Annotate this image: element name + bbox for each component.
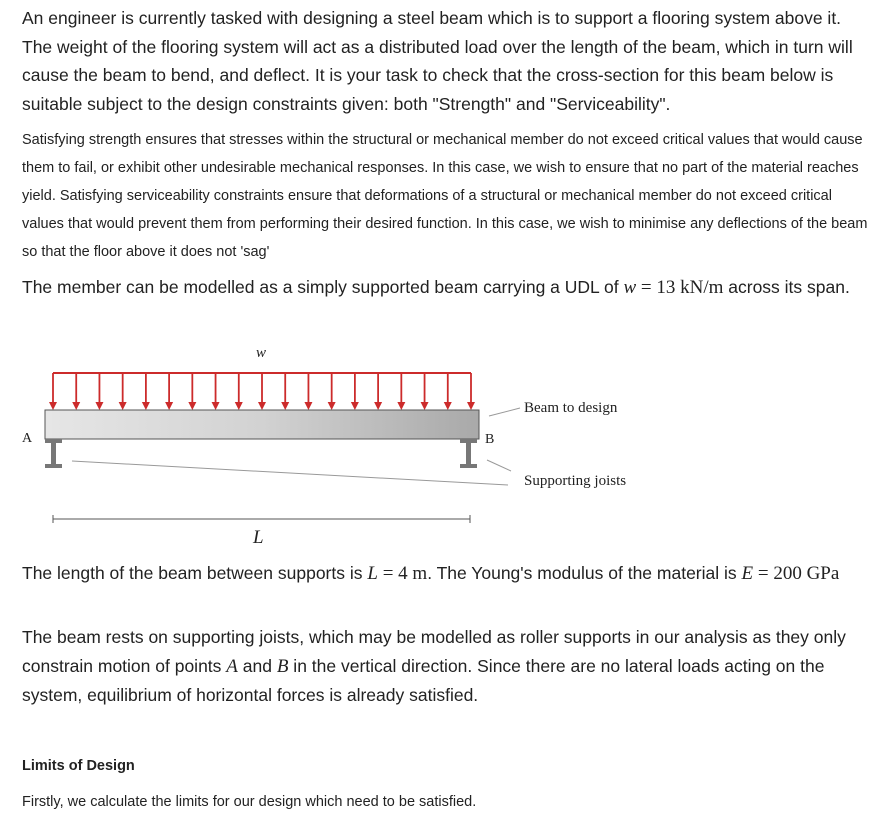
- load-arrow: [421, 373, 429, 410]
- load-arrow: [258, 373, 266, 410]
- udl-text-pre: The member can be modelled as a simply supported beam carrying a UDL of: [22, 277, 624, 297]
- load-arrow: [304, 373, 312, 410]
- joist-label: Supporting joists: [524, 473, 627, 489]
- load-arrow: [351, 373, 359, 410]
- support-b-label: B: [485, 432, 495, 447]
- load-arrow: [188, 373, 196, 410]
- length-text-mid: . The Young's modulus of the material is: [427, 563, 742, 583]
- udl-symbol: w: [623, 277, 637, 298]
- supports-text-and: and: [237, 655, 277, 676]
- support-a-label: A: [22, 431, 33, 446]
- beam-diagram: [0, 330, 890, 555]
- supports-text-pre: The beam rests on supporting joists, which may be modelled as roller supports in our analysis as they only constrain motion of points: [22, 627, 846, 676]
- load-arrow: [49, 373, 57, 410]
- modulus-value: = 200 GPa: [753, 563, 840, 584]
- length-label: L: [253, 527, 264, 548]
- beam-leader: [489, 408, 520, 416]
- load-arrow: [397, 373, 405, 410]
- intro-paragraph: An engineer is currently tasked with designing a steel beam which is to support a flooring system above it. The weight of the flooring system will act as a distributed load over the length of the beam, which in turn will cause the beam to bend, and deflect. It is your task to check that the cross-section for this beam below is suitable subject to the design constraints given: both "Strength" and "Serviceability".: [22, 8, 853, 114]
- load-arrow: [444, 373, 452, 410]
- limits-heading: Limits of Design: [22, 758, 135, 774]
- load-arrow: [235, 373, 243, 410]
- load-arrow: [374, 373, 382, 410]
- udl-text-post: across its span.: [723, 277, 850, 297]
- length-symbol: L: [367, 563, 378, 584]
- load-arrows: [49, 373, 475, 410]
- load-arrow: [142, 373, 150, 410]
- load-arrow: [328, 373, 336, 410]
- udl-paragraph: [22, 273, 872, 303]
- point-b-symbol: B: [276, 655, 289, 677]
- udl-value: = 13 kN/m: [636, 277, 724, 298]
- joist-leader-a: [72, 461, 508, 485]
- load-label-w: w: [256, 345, 267, 361]
- support-b: [460, 439, 477, 468]
- supports-paragraph: [22, 623, 872, 710]
- limits-intro-line: Firstly, we calculate the limits for our design which need to be satisfied.: [22, 794, 477, 810]
- length-value: = 4 m: [377, 563, 428, 584]
- load-arrow: [119, 373, 127, 410]
- load-arrow: [72, 373, 80, 410]
- joist-leader-b: [487, 460, 511, 471]
- load-arrow: [467, 373, 475, 410]
- load-arrow: [281, 373, 289, 410]
- load-arrow: [165, 373, 173, 410]
- length-text-pre: The length of the beam between supports is: [22, 563, 368, 583]
- load-arrow: [212, 373, 220, 410]
- length-paragraph: [22, 559, 872, 589]
- supports-text-post: in the vertical direction. Since there are no lateral loads acting on the system, equilibrium of horizontal forces is already satisfied.: [22, 655, 825, 705]
- point-a-symbol: A: [226, 655, 238, 677]
- beam-label: Beam to design: [524, 400, 618, 416]
- beam: [45, 410, 479, 439]
- modulus-symbol: E: [741, 563, 754, 584]
- support-a: [45, 439, 62, 468]
- strength-paragraph: Satisfying strength ensures that stresses within the structural or mechanical member do not exceed critical values that would cause them to fail, or exhibit other undesirable mechanical responses. In this case, we wish to ensure that no part of the material reaches yield. Satisfying serviceability constraints ensure that deformations of a structural or mechanical member do not exceed critical values that would prevent them from performing their desired function. In this case, we wish to minimise any deflections of the beam so that the floor above it does not 'sag': [22, 132, 868, 260]
- load-arrow: [95, 373, 103, 410]
